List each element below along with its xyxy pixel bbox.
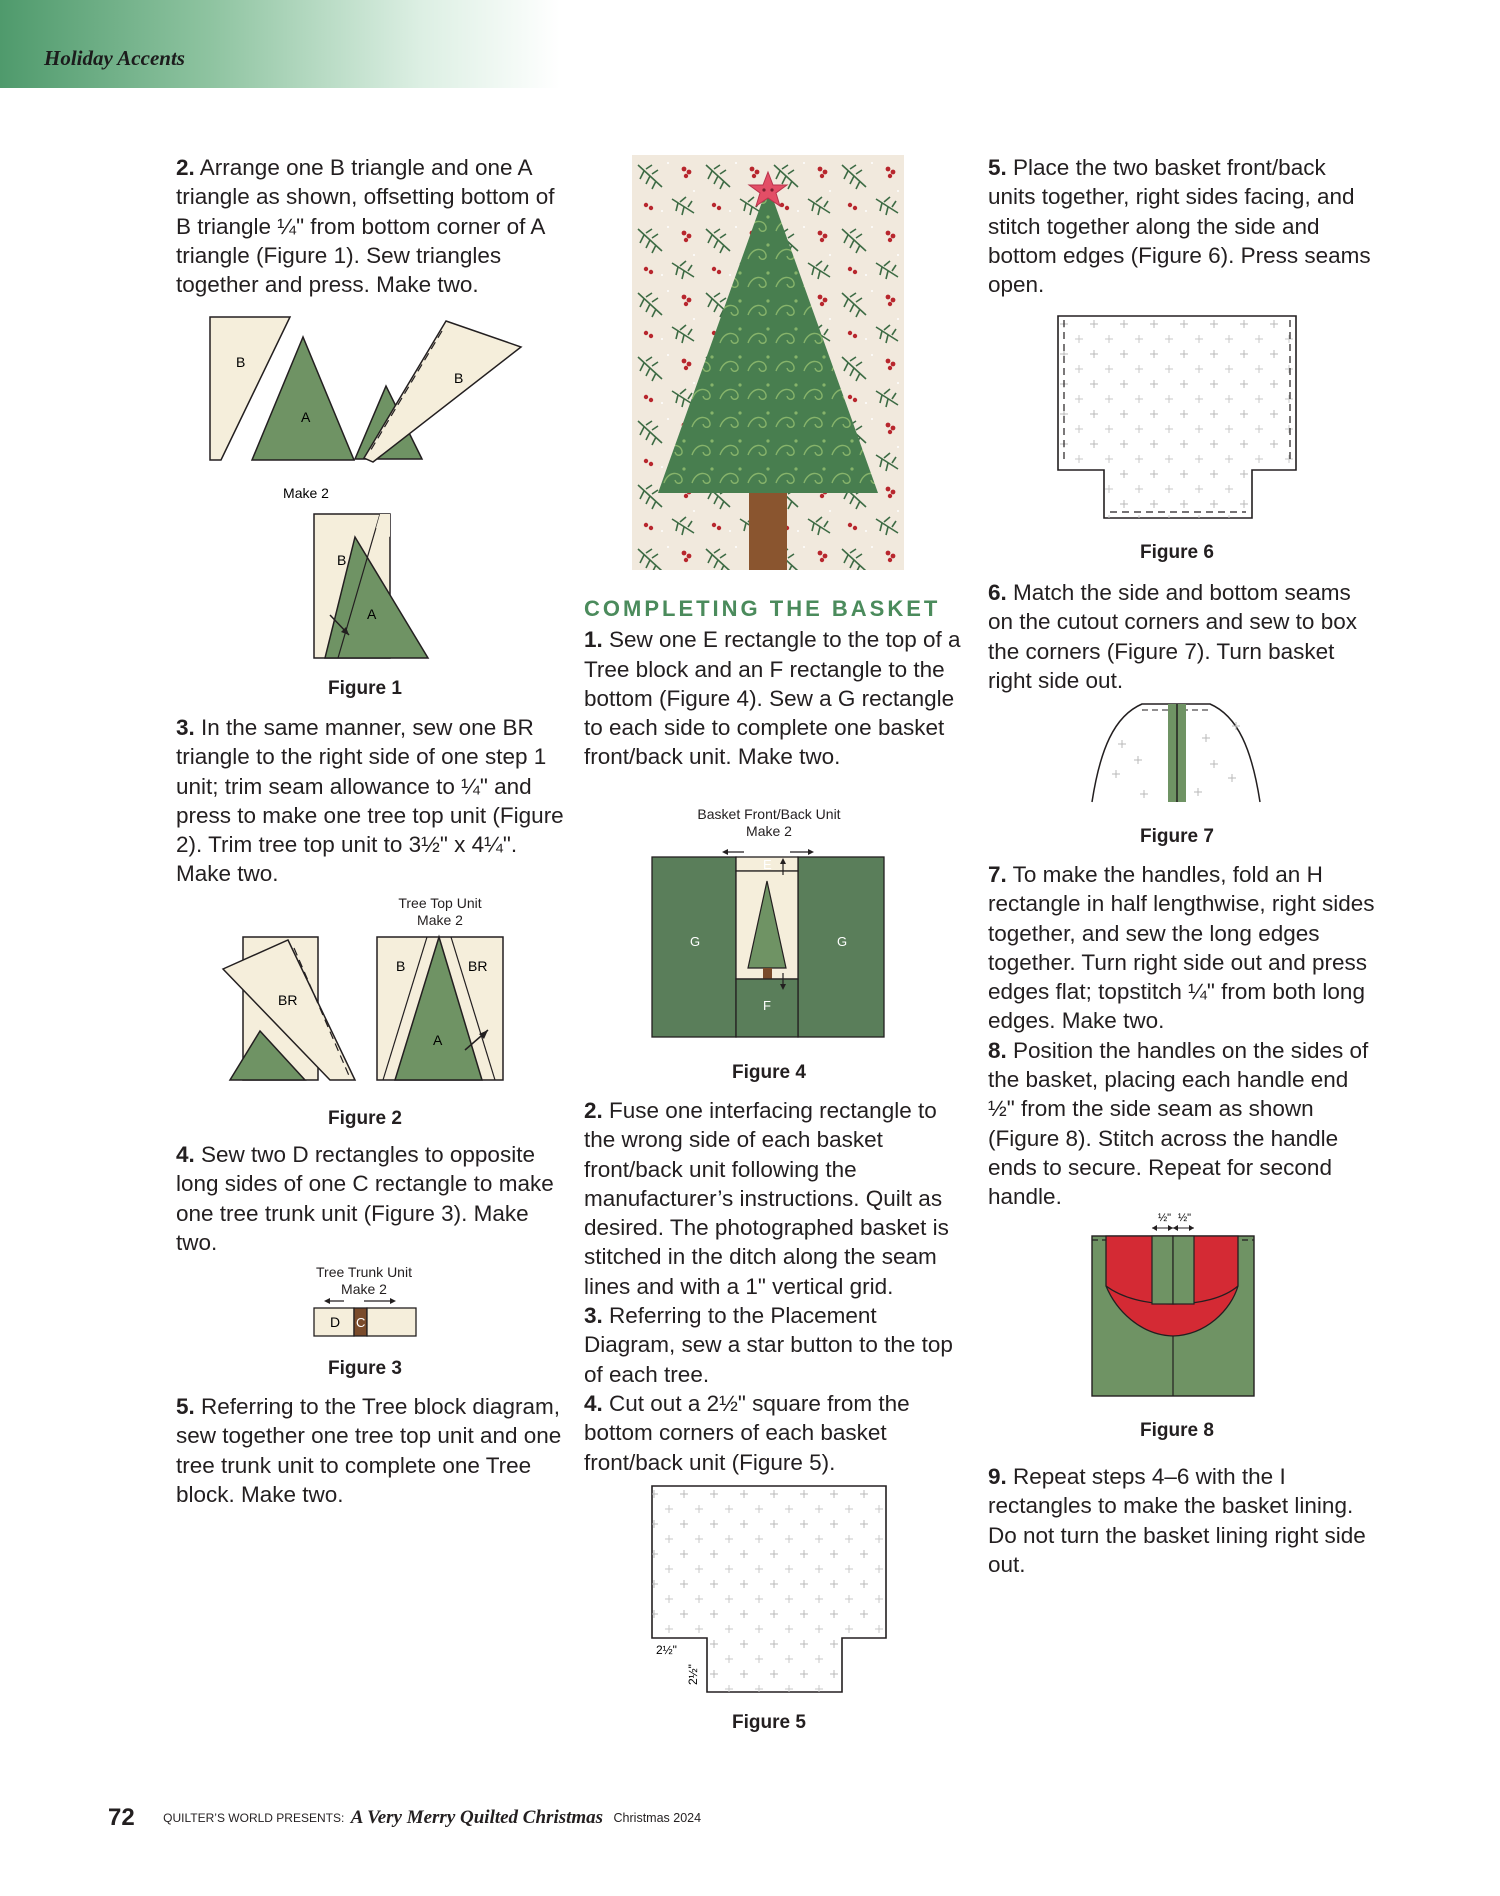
dimension-horizontal: 2½"	[656, 1643, 677, 1657]
dimension-half-inch: ½"	[1158, 1212, 1172, 1224]
label-f: F	[763, 998, 771, 1013]
steps-2-4-paragraphs	[584, 1096, 964, 1477]
figure-6-diagram	[1054, 314, 1302, 522]
unit-title: Tree Top Unit	[398, 895, 482, 911]
step-text: Cut out a 2½" square from the bottom corners of each basket front/back unit (Figure 5).	[584, 1390, 910, 1475]
step-number: 5.	[176, 1394, 195, 1419]
label-d: D	[330, 1314, 341, 1330]
figure-5-diagram	[644, 1484, 894, 1699]
step-text: In the same manner, sew one BR triangle to the right side of one step 1 unit; trim seam allowance to ¼" and press to make one tree top unit (Figure 2). Trim tree top unit to 3½" x 4¼". Make two.	[176, 715, 564, 887]
magazine-title: A Very Merry Quilted Christmas	[350, 1807, 604, 1828]
step-number: 7.	[988, 862, 1007, 887]
label-b: B	[337, 552, 347, 568]
label-br: BR	[278, 992, 298, 1008]
figure-3-diagram	[300, 1294, 430, 1340]
figure-2-diagram	[220, 932, 520, 1082]
step-text: Place the two basket front/back units together, right sides facing, and stitch together along the side and bottom edges (Figure 6). Press seams open.	[988, 155, 1371, 298]
figure-2-unit-title	[380, 895, 500, 929]
step-text: Repeat steps 4–6 with the I rectangles to make the basket lining. Do not turn the basket lining right side out.	[988, 1464, 1366, 1577]
label-a: A	[433, 1032, 443, 1048]
make-count-label: Make 2	[283, 485, 329, 501]
figure-7-diagram	[1086, 700, 1266, 805]
step-3-paragraph	[176, 713, 566, 889]
figure-3-caption: Figure 3	[328, 1358, 402, 1379]
step-number: 1.	[584, 627, 603, 653]
page-footer	[108, 1804, 701, 1832]
label-e: E	[763, 857, 772, 872]
section-title: Holiday Accents	[44, 46, 185, 70]
step-number: 2.	[584, 1098, 603, 1123]
step-text: Referring to the Tree block diagram, sew together one tree top unit and one tree trunk unit to complete one Tree block. Make two.	[176, 1394, 562, 1507]
step-number: 4.	[584, 1390, 603, 1416]
unit-title: Tree Trunk Unit	[316, 1264, 412, 1280]
step-text: Referring to the Placement Diagram, sew a star button to the top of each tree.	[584, 1303, 953, 1387]
figure-8-caption: Figure 8	[1140, 1420, 1214, 1441]
label-b: B	[454, 370, 464, 386]
edition-label: Christmas 2024	[613, 1811, 702, 1825]
step-6-paragraph	[988, 578, 1378, 695]
handle-tab-left	[1152, 1236, 1173, 1304]
step-text: Sew two D rectangles to opposite long sides of one C rectangle to make one tree trunk unit (Figure 3). Make two.	[176, 1142, 554, 1255]
step-text: Arrange one B triangle and one A triangle as shown, offsetting bottom of B triangle ¼" from bottom corner of A triangle (Figure 1). Sew triangles together and press. Make two.	[176, 155, 555, 298]
figure-6-caption: Figure 6	[1140, 542, 1214, 563]
figure-4-diagram	[650, 845, 890, 1045]
label-br: BR	[468, 958, 488, 974]
steps-7-8-paragraphs	[988, 860, 1378, 1212]
step-number: 3.	[176, 715, 195, 740]
step-number: 9.	[988, 1464, 1007, 1489]
figure-8-diagram	[1086, 1210, 1266, 1400]
tree-trunk-fabric	[749, 493, 787, 570]
step-9-paragraph	[988, 1462, 1378, 1579]
make-count-label: Make 2	[417, 912, 463, 928]
step-2-paragraph	[176, 153, 566, 299]
step-number: 8.	[988, 1037, 1007, 1063]
figure-4-caption: Figure 4	[732, 1062, 806, 1083]
figure-5-caption: Figure 5	[732, 1712, 806, 1733]
step-5-paragraph	[176, 1392, 566, 1509]
page-number: 72	[108, 1804, 135, 1831]
figure-4-unit-title	[684, 806, 854, 840]
figure-1-caption: Figure 1	[328, 678, 402, 699]
step-number: 6.	[988, 580, 1007, 605]
figure-3-unit-title	[304, 1264, 424, 1298]
step-text: Match the side and bottom seams on the cutout corners and sew to box the corners (Figure 7). Turn basket right side out.	[988, 580, 1357, 693]
make-count-label: Make 2	[746, 823, 792, 839]
label-b: B	[396, 958, 406, 974]
step-text: To make the handles, fold an H rectangle in half lengthwise, right sides together, and sew the long edges together. Turn right side out and press edges flat; topstitch ¼" from both long edges. Make two.	[988, 862, 1375, 1034]
label-c: C	[356, 1315, 366, 1330]
label-b: B	[236, 354, 246, 370]
rectangle-d-right	[367, 1308, 416, 1336]
step-5-basket-paragraph	[988, 153, 1378, 299]
tree-block-photo	[632, 155, 904, 570]
make-count-label: Make 2	[341, 1281, 387, 1297]
step-text: Sew one E rectangle to the top of a Tree block and an F rectangle to the bottom (Figure 4). Sew a G rectangle to each side to complete one basket front/back unit. Make two.	[584, 627, 961, 770]
dimension-half-inch: ½"	[1178, 1212, 1192, 1224]
step-text: Position the handles on the sides of the basket, placing each handle end ½" from the side seam as shown (Figure 8). Stitch across the handle ends to secure. Repeat for second handle.	[988, 1037, 1369, 1210]
step-text: Fuse one interfacing rectangle to the wrong side of each basket front/back unit following the manufacturer’s instructions. Quilt as desired. The photographed basket is stitched in the ditch along the seam lines and with a 1" vertical grid.	[584, 1098, 949, 1299]
figure-7-caption: Figure 7	[1140, 826, 1214, 847]
unit-title: Basket Front/Back Unit	[697, 806, 841, 822]
step-number: 5.	[988, 155, 1007, 180]
publication-name: QUILTER’S WORLD PRESENTS:	[163, 1811, 345, 1825]
completing-basket-section	[584, 594, 964, 772]
step-number: 3.	[584, 1303, 603, 1329]
section-heading: COMPLETING THE BASKET	[584, 596, 941, 621]
figure-1-diagram	[200, 310, 540, 670]
section-header	[0, 0, 560, 88]
handle-tab-right	[1173, 1236, 1194, 1304]
label-g: G	[690, 934, 701, 949]
step-number: 2.	[176, 155, 195, 180]
step-number: 4.	[176, 1142, 195, 1167]
dimension-vertical: 2½"	[686, 1664, 700, 1685]
label-g: G	[837, 934, 848, 949]
figure-2-caption: Figure 2	[328, 1108, 402, 1129]
step-4-paragraph	[176, 1140, 566, 1257]
tree-trunk	[763, 968, 772, 979]
label-a: A	[301, 409, 311, 425]
label-a: A	[367, 606, 377, 622]
